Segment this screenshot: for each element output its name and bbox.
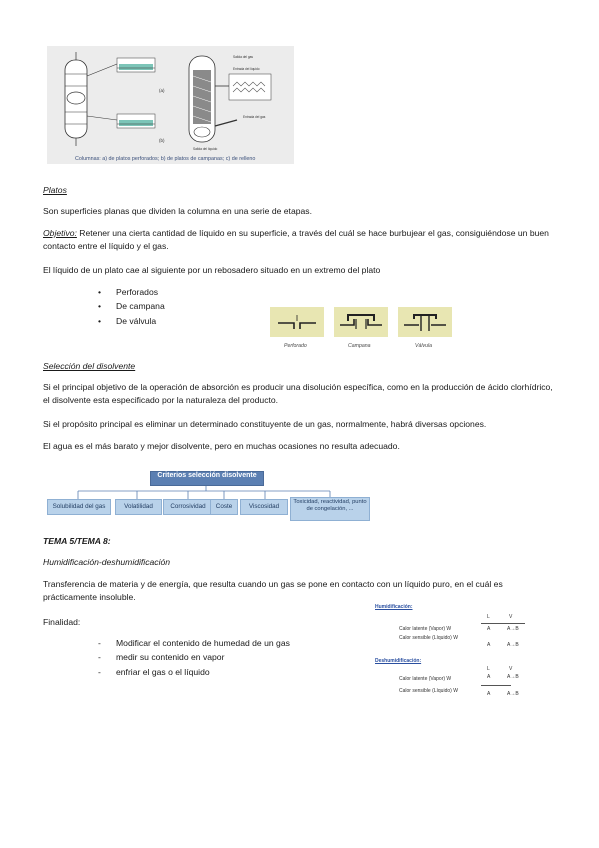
label-entrada-gas: Entrada del gas [243, 115, 266, 119]
finalidad-label: Finalidad: [43, 617, 81, 627]
humid-row-v: A→B [507, 626, 519, 632]
deshumid-row-label: Calor latente (Vapor) W [399, 676, 452, 682]
criteria-item: Toxicidad, reactividad, punto de congelación, ... [290, 497, 370, 521]
disolvente-p1: Si el principal objetivo de la operación de absorción es producir una disolución específica, como en la producción de ácido clorhídrico, el disolvente esta especificado por la naturaleza del producto. [43, 382, 553, 406]
valvula-image [398, 307, 452, 337]
criteria-item: Corrosividad [163, 499, 213, 515]
figure-caption: Columnas: a) de platos perforados; b) de platos de campanas; c) de relleno [75, 156, 256, 162]
label-a: (a) [159, 88, 165, 93]
valve-label-campana: Campana [348, 343, 371, 349]
list-item: • Perforados [98, 286, 165, 299]
list-item: • De campana [98, 300, 165, 313]
columns-figure [47, 46, 294, 164]
disolvente-p2: Si el propósito principal es eliminar un determinado constituyente de un gas, normalmente, habrá diversas opciones. [43, 419, 487, 429]
deshumid-row-label: Calor sensible (Líquido) W [399, 688, 458, 694]
platos-line1: Son superficies planas que dividen la columna en una serie de etapas. [43, 206, 312, 216]
deshumid-row-l: A [487, 691, 491, 697]
deshumid-row-l: A [487, 674, 491, 680]
humid-row-label: Calor sensible (Líquido) W [399, 635, 458, 641]
valve-label-perforado: Perforado [284, 343, 307, 349]
col-v: V [509, 614, 513, 620]
tema-subheading: Humidificación-deshumidificación [43, 557, 171, 567]
deshumid-title: Deshumidificación: [375, 658, 422, 664]
criteria-item: Solubilidad del gas [47, 499, 111, 515]
tema-heading: TEMA 5/TEMA 8: [43, 536, 111, 546]
humid-row-label: Calor latente (Vapor) W [399, 626, 452, 632]
label-b: (b) [159, 138, 165, 143]
tema-p1: Transferencia de materia y de energía, que resulta cuando un gas se pone en contacto con un líquido puro, en el cuál es prácticamente insoluble. [43, 579, 503, 603]
humid-row-l: A [487, 642, 491, 648]
col-l: L [487, 614, 490, 620]
criteria-item: Viscosidad [240, 499, 288, 515]
col-l: L [487, 666, 490, 672]
criteria-item: Volatilidad [115, 499, 162, 515]
label-salida-gas: Salida del gas [233, 55, 254, 59]
criteria-title: Criterios selección disolvente [150, 471, 264, 486]
list-item: - Modificar el contenido de humedad de un gas [98, 637, 290, 650]
objetivo-label: Objetivo: [43, 228, 77, 238]
list-item: - enfriar el gas o el líquido [98, 666, 290, 679]
plate-types-list [98, 286, 165, 328]
platos-heading: Platos [43, 185, 67, 195]
columns-diagram [47, 46, 294, 164]
perforado-image [270, 307, 324, 337]
finalidad-list [98, 637, 290, 679]
platos-line3: El líquido de un plato cae al siguiente por un rebosadero situado en un extremo del plato [43, 265, 381, 275]
criteria-item: Coste [210, 499, 238, 515]
disolvente-heading: Selección del disolvente [43, 361, 136, 371]
list-item: - medir su contenido en vapor [98, 651, 290, 664]
label-entrada-liquido: Entrada del líquido [233, 67, 260, 71]
list-item: • De válvula [98, 315, 165, 328]
campana-image [334, 307, 388, 337]
deshumid-row-v: A→B [507, 691, 519, 697]
objetivo-text: Retener una cierta cantidad de líquido en su superficie, a través del cuál se hace burbujear el gas, consiguiéndose un buen contacto entre el líquido y el gas. [43, 228, 549, 252]
humid-table [373, 604, 533, 704]
humid-row-l: A [487, 626, 491, 632]
disolvente-p3: El agua es el más barato y mejor disolvente, pero en muchas ocasiones no resulta adecuado. [43, 441, 400, 451]
platos-objetivo [43, 227, 553, 254]
col-v: V [509, 666, 513, 672]
label-salida-liquido: Salida del líquido [193, 147, 218, 151]
deshumid-row-v: A→B [507, 674, 519, 680]
humid-row-v: A→B [507, 642, 519, 648]
valve-label-valvula: Válvula [415, 343, 433, 349]
humid-title: Humidificación: [375, 604, 413, 610]
